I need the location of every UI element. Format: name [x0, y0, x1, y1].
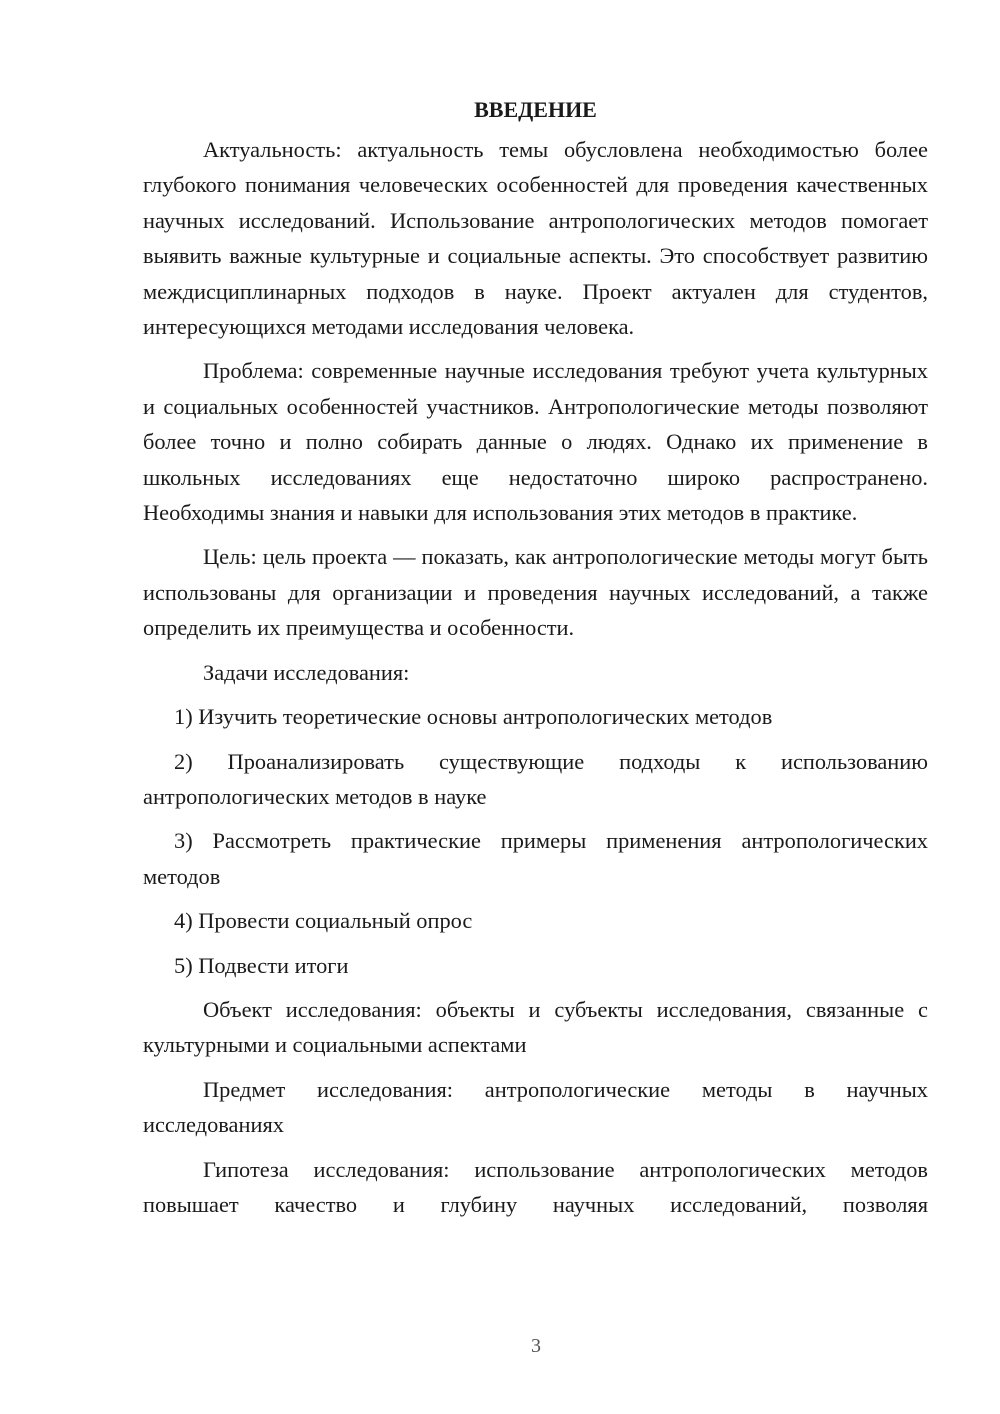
paragraph-goal: Цель: цель проекта — показать, как антропологические методы могут быть использованы для организации и проведения научных исследований, а также определить их преимущества и особенности.: [143, 544, 928, 641]
paragraph-problem: Проблема: современные научные исследования требуют учета культурных и социальных особенностей участников. Антропологические методы позволяют более точно и полно собирать данные о людях. Однако их применение в школьных исследованиях еще недостаточно широко распространено. Необходимы знания и навыки для использования этих методов в практике.: [143, 358, 928, 526]
section-title: ВВЕДЕНИЕ: [474, 97, 597, 122]
task-item-2: 2) Проанализировать существующие подходы к использованию антропологических методов в науке: [143, 748, 928, 809]
page-number: 3: [531, 1335, 541, 1357]
paragraph-subject: Предмет исследования: антропологические методы в научных исследованиях: [143, 1076, 928, 1138]
task-item-3: 3) Рассмотреть практические примеры применения антропологических методов: [143, 828, 928, 889]
document-page: [143, 92, 928, 1222]
task-item-5: 5) Подвести итоги: [174, 952, 349, 978]
task-item-1: 1) Изучить теоретические основы антропологических методов: [174, 704, 773, 730]
paragraph-hypothesis: Гипотеза исследования: использование антропологических методов повышает качество и глубину научных исследований, позволяя: [143, 1156, 928, 1217]
paragraph-tasks-heading: Задачи исследования:: [203, 659, 410, 685]
paragraph-object: Объект исследования: объекты и субъекты исследования, связанные с культурными и социальными аспектами: [143, 996, 928, 1058]
paragraph-relevance: Актуальность: актуальность темы обусловлена необходимостью более глубокого понимания человеческих особенностей для проведения качественных научных исследований. Использование антропологических методов помогает выявить важные культурные и социальные аспекты. Это способствует развитию междисциплинарных подходов в науке. Проект актуален для студентов, интересующихся методами исследования человека.: [143, 137, 928, 340]
task-item-4: 4) Провести социальный опрос: [174, 908, 473, 934]
